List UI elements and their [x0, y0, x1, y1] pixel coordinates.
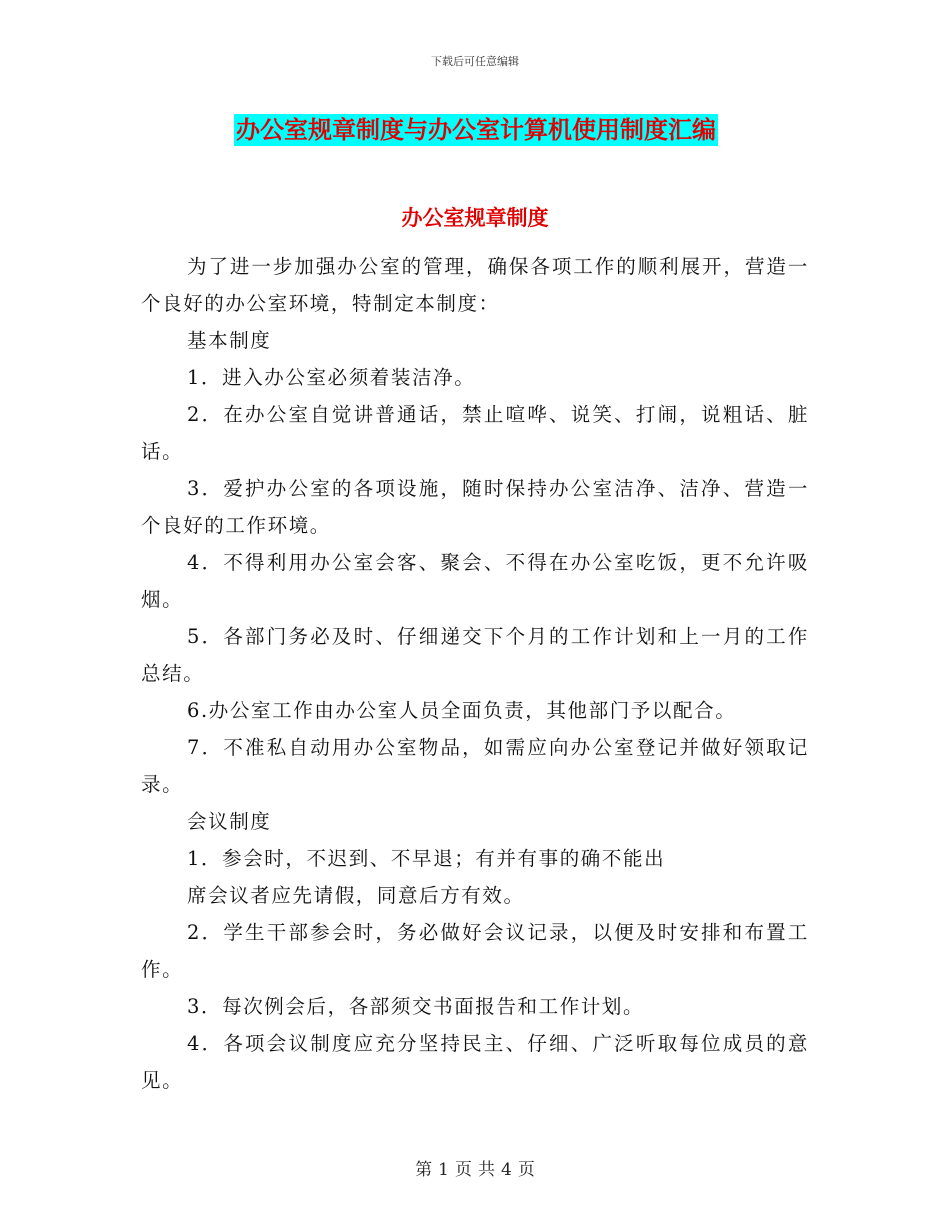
page-unit: 页 — [455, 1160, 472, 1180]
basic-rule-6: 6.办公室工作由办公室人员全面负责，其他部门予以配合。 — [187, 699, 737, 722]
meeting-rule-2: 2．学生干部参会时，务必做好会议记录，以便及时安排和布置工作。 — [141, 921, 809, 981]
basic-rule-5: 5．各部门务必及时、仔细递交下个月的工作计划和上一月的工作总结。 — [141, 625, 809, 685]
total-label: 共 — [478, 1160, 495, 1180]
total-unit: 页 — [517, 1160, 535, 1180]
section-title: 办公室规章制度 — [401, 206, 549, 230]
page-current: 1 — [438, 1160, 449, 1180]
meeting-rule-3: 3．每次例会后，各部须交书面报告和工作计划。 — [187, 995, 645, 1018]
meeting-rule-1-line-2: 席会议者应先请假，同意后方有效。 — [187, 884, 525, 907]
basic-rule-7: 7．不准私自动用办公室物品，如需应向办公室登记并做好领取记录。 — [141, 736, 809, 796]
meeting-rule-1-line-1: 1．参会时，不迟到、不早退；有并有事的确不能出 — [187, 847, 666, 870]
basic-rule-4: 4．不得利用办公室会客、聚会、不得在办公室吃饭，更不允许吸烟。 — [141, 551, 809, 611]
document-body — [141, 248, 809, 1099]
basic-rule-2: 2．在办公室自觉讲普通话，禁止喧哗、说笑、打闹，说粗话、脏话。 — [141, 403, 809, 463]
page-footer — [0, 1155, 950, 1180]
meeting-rules-heading: 会议制度 — [187, 810, 272, 833]
meeting-rule-4: 4．各项会议制度应充分坚持民主、仔细、广泛听取每位成员的意见。 — [141, 1032, 809, 1092]
basic-rule-3: 3．爱护办公室的各项设施，随时保持办公室洁净、洁净、营造一个良好的工作环境。 — [141, 477, 809, 537]
page-label: 第 — [415, 1160, 433, 1180]
document-title: 办公室规章制度与办公室计算机使用制度汇编 — [236, 116, 716, 144]
basic-rules-heading: 基本制度 — [187, 329, 272, 352]
page-total: 4 — [501, 1160, 512, 1180]
intro-paragraph: 为了进一步加强办公室的管理，确保各项工作的顺利展开，营造一个良好的办公室环境，特制定本制度： — [141, 255, 809, 315]
header-note: 下载后可任意编辑 — [431, 55, 519, 68]
basic-rule-1: 1．进入办公室必须着装洁净。 — [187, 366, 476, 389]
